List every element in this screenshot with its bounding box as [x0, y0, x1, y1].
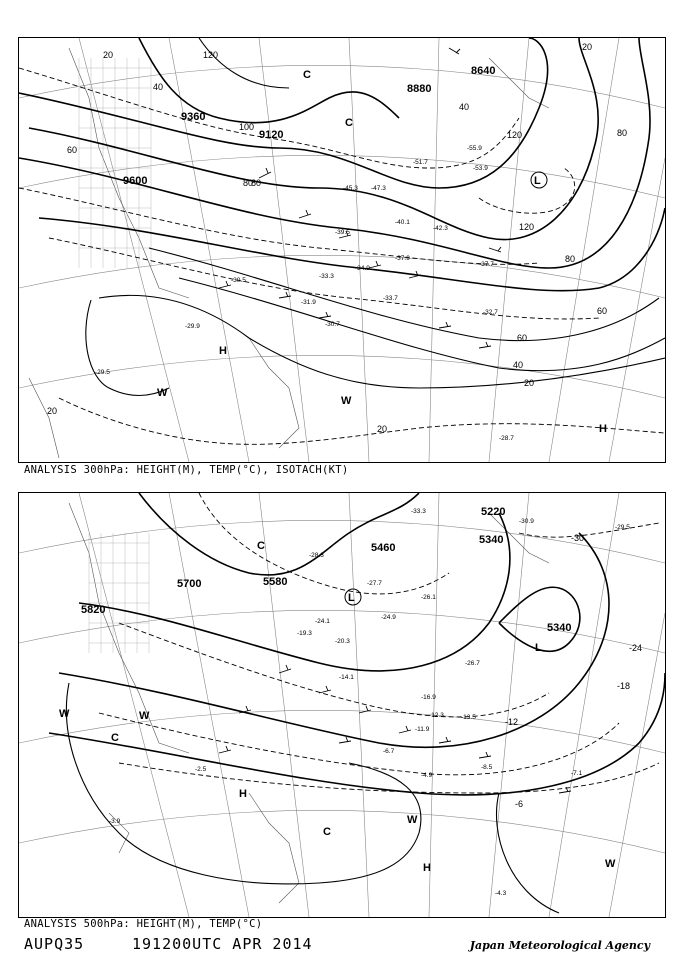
- temperature-label: -14.1: [339, 674, 354, 681]
- temperature-label: -12.3: [429, 712, 444, 719]
- warm-marker: W: [139, 710, 150, 722]
- temperature-label: -13.5: [461, 714, 476, 721]
- map-500hpa: [19, 493, 665, 917]
- low-marker: L: [348, 592, 355, 604]
- high-marker: H: [423, 862, 431, 874]
- graticule: [19, 493, 665, 917]
- cold-marker: C: [323, 826, 331, 838]
- isotach-label: 40: [153, 82, 164, 92]
- temperature-label: -16.9: [421, 694, 436, 701]
- temperature-label: -28.3: [309, 552, 324, 559]
- isotach-label: 40: [459, 102, 470, 112]
- cold-marker: C: [257, 540, 265, 552]
- temperature-label: -34.9: [355, 265, 370, 272]
- isotach-label: 80: [565, 254, 576, 264]
- valid-time: 191200UTC APR 2014: [132, 935, 313, 953]
- temperature-label: -2.5: [195, 766, 207, 773]
- isotach-label: 20: [377, 424, 388, 434]
- map-panel-500hpa: [18, 492, 666, 918]
- map-panel-300hpa: [18, 37, 666, 463]
- isotach-label: 40: [513, 360, 524, 370]
- isotherm-label: -18: [617, 681, 631, 691]
- temperature-label: -47.3: [371, 185, 386, 192]
- height-label: 5580: [263, 576, 288, 588]
- temperature-label: -8.5: [481, 764, 493, 771]
- coastlines: [29, 48, 549, 458]
- temperature-label: -33.3: [411, 508, 426, 515]
- isotach-label: 20: [103, 50, 114, 60]
- height-label: 5820: [81, 604, 106, 616]
- high-marker: H: [239, 788, 247, 800]
- temperature-label: -33.3: [319, 273, 334, 280]
- temperature-label: -29.5: [615, 524, 630, 531]
- warm-marker: W: [407, 814, 418, 826]
- isotach-label: 120: [507, 130, 523, 140]
- isotherm-label: -24: [629, 643, 643, 653]
- temperature-label: -3.9: [109, 818, 121, 825]
- temperature-label: -55.9: [467, 145, 482, 152]
- isotach-labels-300: [47, 42, 627, 434]
- temperature-label: -29.9: [185, 323, 200, 330]
- temperature-label: -37.9: [395, 255, 410, 262]
- isotach-label: 120: [519, 222, 535, 232]
- height-label: 8880: [407, 83, 432, 95]
- isotach-label: 60: [517, 333, 528, 343]
- temperature-label: -4.3: [495, 890, 507, 897]
- temperature-label: -39.5: [335, 229, 350, 236]
- isotach-label: 20: [524, 378, 535, 388]
- height-label: 9360: [181, 111, 206, 123]
- height-label: 5700: [177, 578, 202, 590]
- isotach-label: 80: [243, 178, 254, 188]
- temperature-label: -30.7: [325, 321, 340, 328]
- temperature-label: -24.1: [315, 618, 330, 625]
- isotach-label: 20: [47, 406, 58, 416]
- temperature-label: -27.7: [367, 580, 382, 587]
- isotach-label: 100: [239, 122, 255, 132]
- isotherm-label: -30: [571, 533, 585, 543]
- height-label: 9120: [259, 129, 284, 141]
- cold-marker: C: [345, 117, 353, 129]
- temperature-label: -32.7: [483, 309, 498, 316]
- hatched-area: [89, 533, 149, 653]
- warm-marker: W: [59, 708, 70, 720]
- isotach-label: 60: [67, 145, 78, 155]
- temperature-label: -20.3: [335, 638, 350, 645]
- temperature-label: -45.3: [343, 185, 358, 192]
- warm-marker: W: [605, 858, 616, 870]
- temperature-label: -24.9: [381, 614, 396, 621]
- temperature-labels-500: [109, 508, 630, 897]
- height-label: 5340: [547, 622, 572, 634]
- isotach-label: 20: [582, 42, 593, 52]
- temperature-label: -7.1: [571, 770, 583, 777]
- height-label: 5460: [371, 542, 396, 554]
- isotach-label: 60: [597, 306, 608, 316]
- height-label: 9600: [123, 175, 148, 187]
- map-300hpa: [19, 38, 665, 462]
- height-label: 5340: [479, 534, 504, 546]
- isotherm-label: -6: [515, 799, 524, 809]
- high-marker: H: [219, 345, 227, 357]
- temperature-label: -31.9: [301, 299, 316, 306]
- high-marker: H: [599, 423, 607, 435]
- temperature-label: -29.5: [95, 369, 110, 376]
- temperature-label: -30.9: [519, 518, 534, 525]
- temperature-label: -26.1: [421, 594, 436, 601]
- temperature-label: -28.7: [499, 435, 514, 442]
- warm-marker: W: [341, 395, 352, 407]
- temperature-label: -11.9: [415, 726, 430, 733]
- cold-marker: C: [111, 732, 119, 744]
- temperature-label: -51.7: [413, 159, 428, 166]
- chart-code: AUPQ35: [24, 935, 85, 953]
- height-labels-500: [81, 506, 571, 634]
- temperature-label: -19.3: [297, 630, 312, 637]
- isotach-label: 80: [251, 178, 262, 188]
- temperature-label: -53.9: [473, 165, 488, 172]
- low-marker: L: [535, 642, 542, 654]
- height-label: 5220: [481, 506, 506, 518]
- height-label: 8640: [471, 65, 496, 77]
- height-labels-300: [123, 65, 495, 187]
- caption-500hpa: ANALYSIS 500hPa: HEIGHT(M), TEMP(°C): [24, 918, 263, 930]
- temperature-label: -40.1: [395, 219, 410, 226]
- temperature-label: -33.7: [383, 295, 398, 302]
- isotherm-label: -12: [505, 717, 519, 727]
- temperature-label: -6.7: [383, 748, 395, 755]
- hatched-area: [79, 58, 151, 268]
- warm-marker: W: [157, 387, 168, 399]
- cold-marker: C: [303, 69, 311, 81]
- temperature-label: -42.3: [433, 225, 448, 232]
- pressure-systems-500: [59, 540, 616, 874]
- low-marker: L: [534, 175, 541, 187]
- isotach-label: 80: [617, 128, 628, 138]
- caption-300hpa: ANALYSIS 300hPa: HEIGHT(M), TEMP(°C), ISOTACH(KT): [24, 464, 349, 476]
- agency-name: Japan Meteorological Agency: [469, 939, 650, 952]
- temperature-label: -30.5: [231, 277, 246, 284]
- temperature-label: -26.7: [465, 660, 480, 667]
- temperature-label: -4.9: [421, 772, 433, 779]
- isotach-label: 120: [203, 50, 219, 60]
- temperature-label: -37.7: [479, 261, 494, 268]
